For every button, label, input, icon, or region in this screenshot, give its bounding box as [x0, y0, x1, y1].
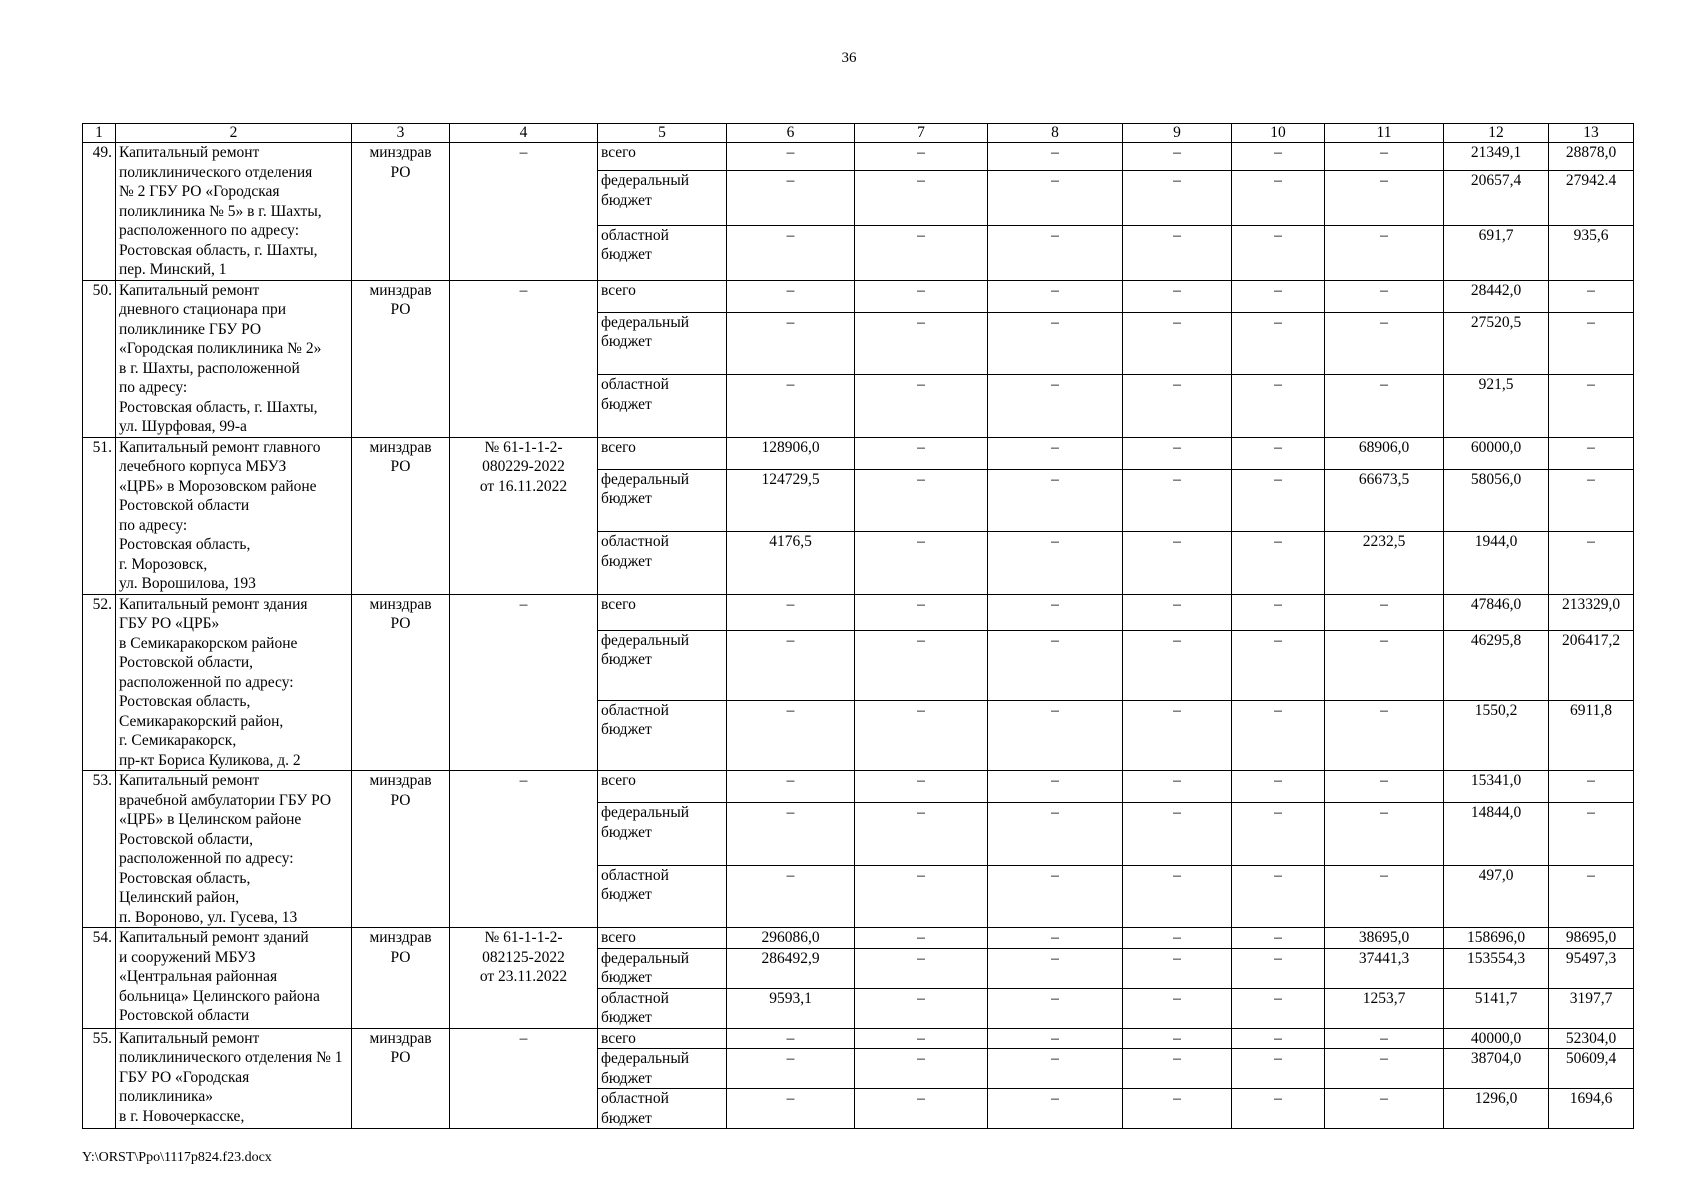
- amount-cell: –: [1123, 865, 1232, 928]
- funding-source: федеральный бюджет: [598, 803, 727, 865]
- amount-cell: –: [988, 171, 1123, 226]
- amount-cell: 14844,0: [1444, 803, 1549, 865]
- funding-source: федеральный бюджет: [598, 630, 727, 700]
- amount-cell: –: [727, 803, 855, 865]
- column-number: 13: [1549, 124, 1634, 143]
- amount-cell: –: [1232, 225, 1325, 280]
- amount-cell: –: [855, 1089, 988, 1129]
- funding-source: областной бюджет: [598, 532, 727, 595]
- amount-cell: –: [855, 143, 988, 171]
- amount-cell: –: [855, 1049, 988, 1089]
- amount-cell: –: [1123, 1089, 1232, 1129]
- amount-cell: –: [988, 1028, 1123, 1049]
- amount-cell: –: [1325, 225, 1444, 280]
- amount-cell: 27520,5: [1444, 312, 1549, 374]
- amount-cell: 1296,0: [1444, 1089, 1549, 1129]
- table-row: [83, 771, 1634, 803]
- amount-cell: –: [1232, 437, 1325, 469]
- amount-cell: –: [855, 803, 988, 865]
- expertise-document: –: [450, 594, 598, 771]
- column-number: 2: [116, 124, 352, 143]
- expertise-document: № 61-1-1-2- 082125-2022 от 23.11.2022: [450, 928, 598, 1029]
- amount-cell: 38704,0: [1444, 1049, 1549, 1089]
- amount-cell: –: [1123, 988, 1232, 1028]
- amount-cell: –: [1325, 1028, 1444, 1049]
- amount-cell: –: [1123, 948, 1232, 988]
- amount-cell: –: [855, 375, 988, 438]
- amount-cell: 58056,0: [1444, 469, 1549, 531]
- amount-cell: –: [988, 865, 1123, 928]
- amount-cell: 28878,0: [1549, 143, 1634, 171]
- amount-cell: –: [1549, 532, 1634, 595]
- amount-cell: –: [1325, 700, 1444, 770]
- amount-cell: 4176,5: [727, 532, 855, 595]
- amount-cell: 3197,7: [1549, 988, 1634, 1028]
- amount-cell: 206417,2: [1549, 630, 1634, 700]
- column-number-row: [83, 124, 1634, 143]
- amount-cell: 213329,0: [1549, 594, 1634, 630]
- amount-cell: –: [988, 1089, 1123, 1129]
- amount-cell: –: [1232, 1089, 1325, 1129]
- amount-cell: –: [988, 437, 1123, 469]
- amount-cell: –: [1232, 375, 1325, 438]
- amount-cell: –: [1123, 630, 1232, 700]
- column-number: 9: [1123, 124, 1232, 143]
- object-name: Капитальный ремонт главного лечебного корпуса МБУЗ «ЦРБ» в Морозовском районе Ростовской области по адресу: Ростовская область, г. Морозовск, ул. Ворошилова, 193: [116, 437, 352, 594]
- amount-cell: –: [1549, 312, 1634, 374]
- amount-cell: –: [855, 865, 988, 928]
- amount-cell: –: [855, 1028, 988, 1049]
- expertise-document: № 61-1-1-2- 080229-2022 от 16.11.2022: [450, 437, 598, 594]
- expertise-document: –: [450, 771, 598, 928]
- row-number: 55.: [83, 1028, 116, 1129]
- amount-cell: 68906,0: [1325, 437, 1444, 469]
- amount-cell: 15341,0: [1444, 771, 1549, 803]
- amount-cell: –: [1549, 865, 1634, 928]
- funding-source: областной бюджет: [598, 865, 727, 928]
- column-number: 3: [352, 124, 450, 143]
- amount-cell: –: [1232, 280, 1325, 312]
- amount-cell: 60000,0: [1444, 437, 1549, 469]
- executor: минздрав РО: [352, 143, 450, 281]
- amount-cell: –: [855, 928, 988, 949]
- amount-cell: –: [1123, 771, 1232, 803]
- amount-cell: 691,7: [1444, 225, 1549, 280]
- funding-source: всего: [598, 771, 727, 803]
- funding-source: областной бюджет: [598, 988, 727, 1028]
- amount-cell: –: [1232, 1049, 1325, 1089]
- funding-source: федеральный бюджет: [598, 469, 727, 531]
- amount-cell: –: [988, 928, 1123, 949]
- funding-source: областной бюджет: [598, 1089, 727, 1129]
- column-number: 6: [727, 124, 855, 143]
- amount-cell: 5141,7: [1444, 988, 1549, 1028]
- amount-cell: –: [855, 280, 988, 312]
- amount-cell: –: [727, 143, 855, 171]
- amount-cell: –: [1325, 803, 1444, 865]
- amount-cell: 47846,0: [1444, 594, 1549, 630]
- amount-cell: 20657,4: [1444, 171, 1549, 226]
- amount-cell: –: [855, 948, 988, 988]
- amount-cell: –: [1325, 1089, 1444, 1129]
- amount-cell: –: [727, 171, 855, 226]
- amount-cell: –: [988, 312, 1123, 374]
- row-number: 54.: [83, 928, 116, 1029]
- amount-cell: –: [1549, 771, 1634, 803]
- amount-cell: –: [855, 469, 988, 531]
- amount-cell: 38695,0: [1325, 928, 1444, 949]
- object-name: Капитальный ремонт поликлинического отделения № 1 ГБУ РО «Городская поликлиника» в г. Новочеркасске,: [116, 1028, 352, 1129]
- budget-table: [82, 123, 1634, 1129]
- amount-cell: –: [1232, 803, 1325, 865]
- column-number: 7: [855, 124, 988, 143]
- amount-cell: –: [855, 630, 988, 700]
- column-number: 11: [1325, 124, 1444, 143]
- amount-cell: –: [1232, 171, 1325, 226]
- amount-cell: –: [727, 225, 855, 280]
- amount-cell: –: [988, 988, 1123, 1028]
- amount-cell: 46295,8: [1444, 630, 1549, 700]
- amount-cell: 935,6: [1549, 225, 1634, 280]
- funding-source: всего: [598, 437, 727, 469]
- amount-cell: –: [1232, 700, 1325, 770]
- funding-source: всего: [598, 594, 727, 630]
- amount-cell: –: [1123, 594, 1232, 630]
- amount-cell: –: [1123, 171, 1232, 226]
- amount-cell: –: [727, 630, 855, 700]
- amount-cell: –: [727, 312, 855, 374]
- column-number: 10: [1232, 124, 1325, 143]
- amount-cell: –: [1232, 1028, 1325, 1049]
- amount-cell: –: [855, 171, 988, 226]
- amount-cell: –: [1232, 594, 1325, 630]
- amount-cell: 37441,3: [1325, 948, 1444, 988]
- executor: минздрав РО: [352, 280, 450, 437]
- funding-source: федеральный бюджет: [598, 312, 727, 374]
- amount-cell: 286492,9: [727, 948, 855, 988]
- amount-cell: –: [1232, 532, 1325, 595]
- amount-cell: –: [727, 280, 855, 312]
- amount-cell: –: [988, 948, 1123, 988]
- amount-cell: –: [1325, 630, 1444, 700]
- amount-cell: 6911,8: [1549, 700, 1634, 770]
- amount-cell: 497,0: [1444, 865, 1549, 928]
- amount-cell: –: [1232, 988, 1325, 1028]
- amount-cell: –: [988, 803, 1123, 865]
- amount-cell: –: [1123, 143, 1232, 171]
- row-number: 53.: [83, 771, 116, 928]
- amount-cell: –: [1232, 630, 1325, 700]
- funding-source: федеральный бюджет: [598, 948, 727, 988]
- funding-source: всего: [598, 928, 727, 949]
- amount-cell: –: [988, 630, 1123, 700]
- amount-cell: –: [1232, 469, 1325, 531]
- amount-cell: –: [988, 375, 1123, 438]
- executor: минздрав РО: [352, 594, 450, 771]
- amount-cell: –: [1232, 143, 1325, 171]
- amount-cell: –: [1123, 375, 1232, 438]
- amount-cell: 158696,0: [1444, 928, 1549, 949]
- column-number: 12: [1444, 124, 1549, 143]
- amount-cell: 21349,1: [1444, 143, 1549, 171]
- amount-cell: 98695,0: [1549, 928, 1634, 949]
- amount-cell: –: [1123, 225, 1232, 280]
- amount-cell: –: [1325, 594, 1444, 630]
- amount-cell: –: [1232, 312, 1325, 374]
- amount-cell: 27942.4: [1549, 171, 1634, 226]
- amount-cell: –: [727, 865, 855, 928]
- amount-cell: 40000,0: [1444, 1028, 1549, 1049]
- row-number: 50.: [83, 280, 116, 437]
- amount-cell: 128906,0: [727, 437, 855, 469]
- funding-source: федеральный бюджет: [598, 1049, 727, 1089]
- funding-source: всего: [598, 280, 727, 312]
- table-row: [83, 1028, 1634, 1049]
- amount-cell: 921,5: [1444, 375, 1549, 438]
- amount-cell: –: [1123, 532, 1232, 595]
- funding-source: областной бюджет: [598, 375, 727, 438]
- page-number: 36: [841, 50, 857, 66]
- column-number: 5: [598, 124, 727, 143]
- amount-cell: –: [1325, 865, 1444, 928]
- executor: минздрав РО: [352, 1028, 450, 1129]
- object-name: Капитальный ремонт здания ГБУ РО «ЦРБ» в Семикаракорском районе Ростовской области, расположенной по адресу: Ростовская область, Семикаракорский район, г. Семикаракорск, пр-кт Бориса Куликова, д. 2: [116, 594, 352, 771]
- executor: минздрав РО: [352, 928, 450, 1029]
- funding-source: федеральный бюджет: [598, 171, 727, 226]
- amount-cell: 1944,0: [1444, 532, 1549, 595]
- amount-cell: –: [988, 469, 1123, 531]
- amount-cell: –: [855, 771, 988, 803]
- amount-cell: –: [1549, 280, 1634, 312]
- amount-cell: –: [855, 594, 988, 630]
- amount-cell: –: [988, 225, 1123, 280]
- amount-cell: –: [1549, 803, 1634, 865]
- amount-cell: 1253,7: [1325, 988, 1444, 1028]
- column-number: 1: [83, 124, 116, 143]
- object-name: Капитальный ремонт зданий и сооружений МБУЗ «Центральная районная больница» Целинского района Ростовской области: [116, 928, 352, 1029]
- funding-source: областной бюджет: [598, 225, 727, 280]
- table-row: [83, 437, 1634, 469]
- expertise-document: –: [450, 143, 598, 281]
- amount-cell: –: [727, 375, 855, 438]
- amount-cell: –: [988, 532, 1123, 595]
- amount-cell: –: [1325, 312, 1444, 374]
- amount-cell: –: [1123, 928, 1232, 949]
- row-number: 52.: [83, 594, 116, 771]
- amount-cell: –: [1123, 469, 1232, 531]
- amount-cell: –: [727, 771, 855, 803]
- amount-cell: –: [1325, 143, 1444, 171]
- amount-cell: 153554,3: [1444, 948, 1549, 988]
- amount-cell: –: [1325, 280, 1444, 312]
- amount-cell: 1550,2: [1444, 700, 1549, 770]
- amount-cell: –: [1549, 437, 1634, 469]
- amount-cell: –: [1123, 437, 1232, 469]
- table-row: [83, 928, 1634, 949]
- amount-cell: –: [855, 437, 988, 469]
- funding-source: областной бюджет: [598, 700, 727, 770]
- column-number: 4: [450, 124, 598, 143]
- amount-cell: –: [855, 700, 988, 770]
- table-row: [83, 594, 1634, 630]
- expertise-document: –: [450, 1028, 598, 1129]
- row-number: 51.: [83, 437, 116, 594]
- amount-cell: –: [727, 594, 855, 630]
- amount-cell: 28442,0: [1444, 280, 1549, 312]
- amount-cell: –: [1549, 375, 1634, 438]
- row-number: 49.: [83, 143, 116, 281]
- expertise-document: –: [450, 280, 598, 437]
- amount-cell: 2232,5: [1325, 532, 1444, 595]
- amount-cell: –: [1123, 312, 1232, 374]
- amount-cell: –: [727, 1089, 855, 1129]
- amount-cell: –: [1123, 1028, 1232, 1049]
- amount-cell: –: [988, 143, 1123, 171]
- amount-cell: –: [855, 532, 988, 595]
- table-row: [83, 143, 1634, 171]
- executor: минздрав РО: [352, 771, 450, 928]
- amount-cell: –: [988, 1049, 1123, 1089]
- amount-cell: –: [1232, 948, 1325, 988]
- amount-cell: –: [1325, 171, 1444, 226]
- document-file-path: Y:\ORST\Ppo\1117p824.f23.docx: [82, 1150, 272, 1165]
- amount-cell: –: [1325, 375, 1444, 438]
- amount-cell: 1694,6: [1549, 1089, 1634, 1129]
- amount-cell: 124729,5: [727, 469, 855, 531]
- amount-cell: –: [727, 1049, 855, 1089]
- amount-cell: –: [1549, 469, 1634, 531]
- object-name: Капитальный ремонт врачебной амбулатории ГБУ РО «ЦРБ» в Целинском районе Ростовской области, расположенной по адресу: Ростовская область, Целинский район, п. Вороново, ул. Гусева, 13: [116, 771, 352, 928]
- amount-cell: –: [988, 280, 1123, 312]
- amount-cell: –: [1325, 771, 1444, 803]
- amount-cell: –: [1123, 803, 1232, 865]
- amount-cell: 296086,0: [727, 928, 855, 949]
- executor: минздрав РО: [352, 437, 450, 594]
- amount-cell: –: [1123, 280, 1232, 312]
- amount-cell: 9593,1: [727, 988, 855, 1028]
- amount-cell: –: [1123, 700, 1232, 770]
- amount-cell: –: [988, 771, 1123, 803]
- amount-cell: 95497,3: [1549, 948, 1634, 988]
- amount-cell: –: [1232, 865, 1325, 928]
- amount-cell: –: [1325, 1049, 1444, 1089]
- amount-cell: 50609,4: [1549, 1049, 1634, 1089]
- amount-cell: –: [988, 594, 1123, 630]
- amount-cell: –: [988, 700, 1123, 770]
- amount-cell: –: [855, 225, 988, 280]
- object-name: Капитальный ремонт дневного стационара при поликлинике ГБУ РО «Городская поликлиника № 2» в г. Шахты, расположенной по адресу: Ростовская область, г. Шахты, ул. Шурфовая, 99-а: [116, 280, 352, 437]
- amount-cell: 66673,5: [1325, 469, 1444, 531]
- amount-cell: –: [855, 312, 988, 374]
- object-name: Капитальный ремонт поликлинического отделения № 2 ГБУ РО «Городская поликлиника № 5» в г. Шахты, расположенного по адресу: Ростовская область, г. Шахты, пер. Минский, 1: [116, 143, 352, 281]
- amount-cell: –: [1232, 771, 1325, 803]
- funding-source: всего: [598, 1028, 727, 1049]
- amount-cell: –: [727, 700, 855, 770]
- column-number: 8: [988, 124, 1123, 143]
- amount-cell: –: [1232, 928, 1325, 949]
- table-row: [83, 280, 1634, 312]
- amount-cell: –: [1123, 1049, 1232, 1089]
- amount-cell: 52304,0: [1549, 1028, 1634, 1049]
- amount-cell: –: [855, 988, 988, 1028]
- amount-cell: –: [727, 1028, 855, 1049]
- funding-source: всего: [598, 143, 727, 171]
